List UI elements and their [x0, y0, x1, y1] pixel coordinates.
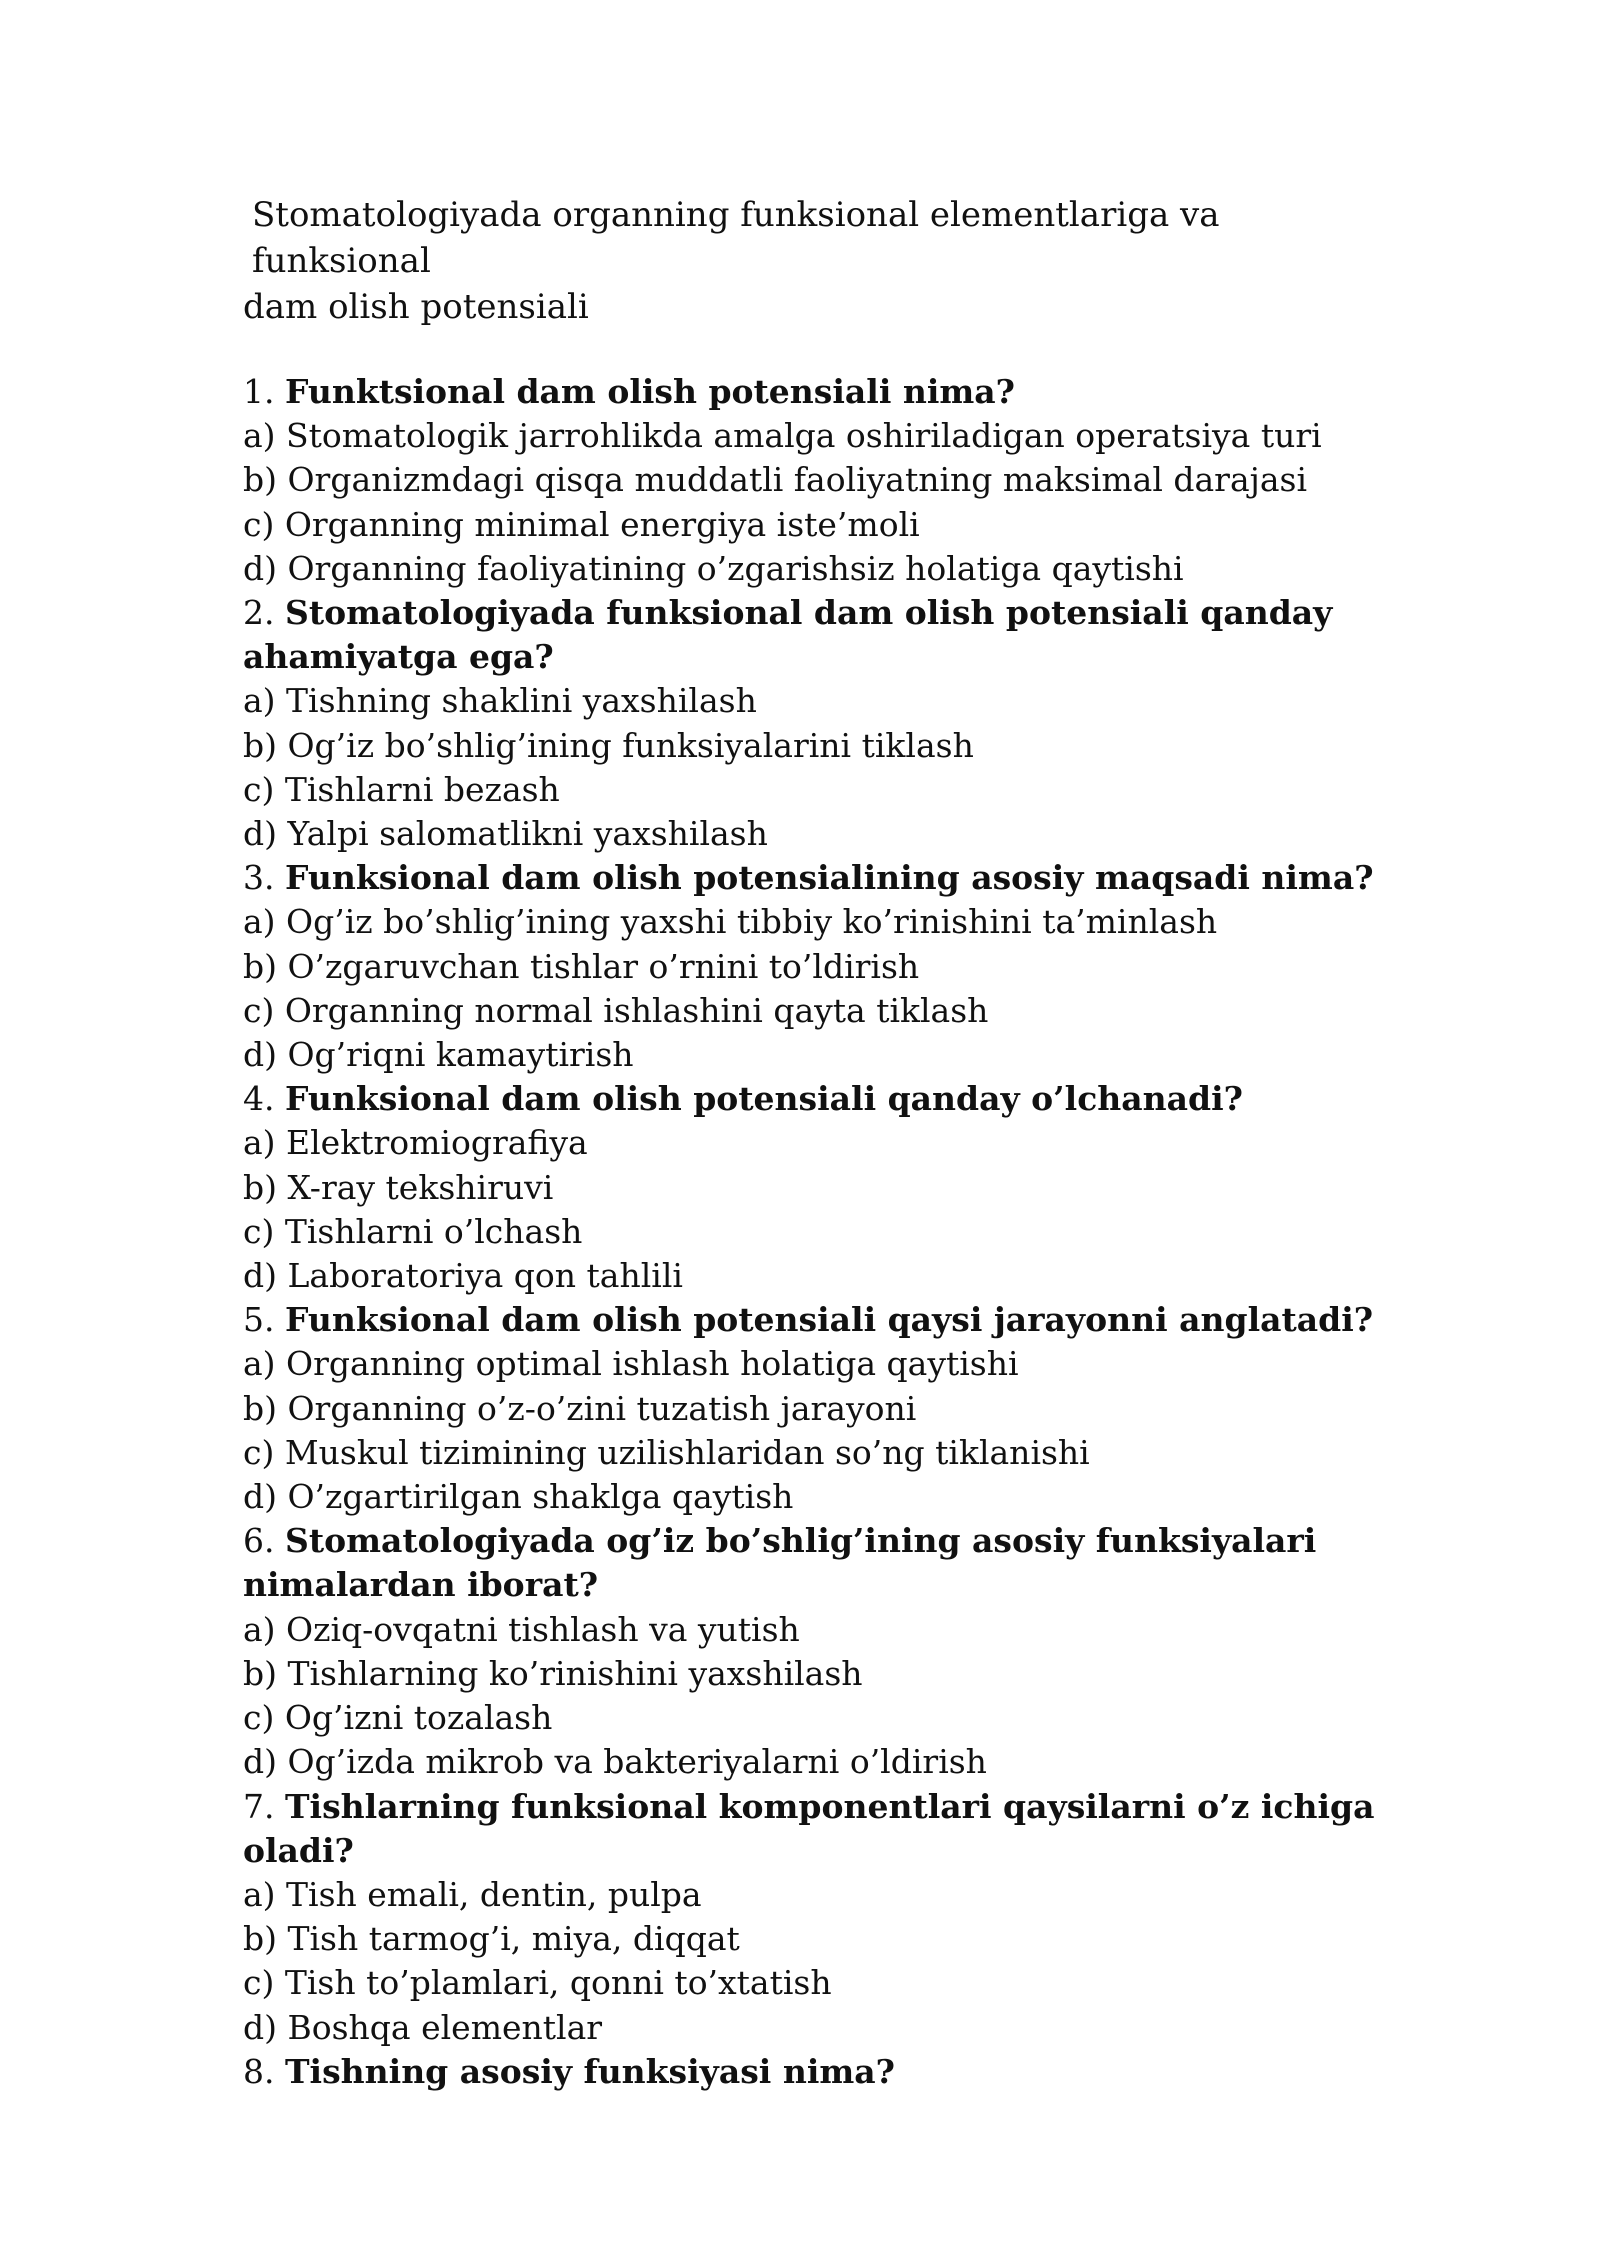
- option-c: c) Tish to’plamlari, qonni to’xtatish: [243, 1963, 832, 2003]
- question-text: Stomatologiyada og’iz bo’shlig’ining asosiy funksiyalari nimalardan iborat?: [243, 1521, 1317, 1605]
- option-d: d) Yalpi salomatlikni yaxshilash: [243, 814, 768, 854]
- question-number: 8.: [243, 2051, 275, 2091]
- question-text: Funktsional dam olish potensiali nima?: [285, 372, 1016, 411]
- question-heading: [243, 1519, 1393, 1607]
- option-c: c) Muskul tizimining uzilishlaridan so’ng tiklanishi: [243, 1432, 1090, 1472]
- question-number: 6.: [243, 1521, 275, 1561]
- question-heading: [243, 856, 1393, 900]
- question-heading: [243, 1298, 1393, 1342]
- question-heading: [243, 1077, 1393, 1121]
- option-c: c) Tishlarni bezash: [243, 769, 560, 809]
- option-b: b) Tishlarning ko’rinishini yaxshilash: [243, 1653, 863, 1693]
- option-c: c) Organning normal ishlashini qayta tiklash: [243, 990, 989, 1030]
- option-a: a) Organning optimal ishlash holatiga qaytishi: [243, 1344, 1019, 1384]
- option-d: d) O’zgartirilgan shaklga qaytish: [243, 1477, 794, 1517]
- option-a: a) Stomatologik jarrohlikda amalga oshiriladigan operatsiya turi: [243, 416, 1322, 456]
- option-b: b) X-ray tekshiruvi: [243, 1167, 554, 1207]
- question-heading: [243, 591, 1393, 679]
- option-b: b) Og’iz bo’shlig’ining funksiyalarini tiklash: [243, 725, 974, 765]
- option-c: c) Og’izni tozalash: [243, 1698, 553, 1738]
- question-number: 4.: [243, 1079, 275, 1119]
- question-5: [243, 1298, 1393, 1519]
- question-4: [243, 1077, 1393, 1298]
- option-a: a) Tishning shaklini yaxshilash: [243, 681, 757, 721]
- question-2: [243, 591, 1393, 856]
- question-number: 3.: [243, 858, 275, 898]
- option-d: d) Og’izda mikrob va bakteriyalarni o’ldirish: [243, 1742, 987, 1782]
- question-number: 1.: [243, 372, 275, 411]
- question-heading: [243, 1785, 1393, 1873]
- option-a: a) Oziq-ovqatni tishlash va yutish: [243, 1609, 800, 1649]
- question-6: [243, 1519, 1393, 1784]
- document-title: [243, 192, 1343, 330]
- question-text: Funksional dam olish potensiali qanday o’lchanadi?: [285, 1079, 1243, 1119]
- question-1: [243, 370, 1393, 591]
- question-7: [243, 1785, 1393, 2050]
- question-text: Tishlarning funksional komponentlari qaysilarni o’z ichiga oladi?: [243, 1786, 1375, 1870]
- option-a: a) Og’iz bo’shlig’ining yaxshi tibbiy ko’rinishini ta’minlash: [243, 902, 1218, 942]
- option-b: b) Organning o’z-o’zini tuzatish jarayoni: [243, 1388, 917, 1428]
- option-d: d) Boshqa elementlar: [243, 2007, 603, 2047]
- option-c: c) Tishlarni o’lchash: [243, 1211, 583, 1251]
- question-8: [243, 2050, 1393, 2094]
- option-d: d) Og’riqni kamaytirish: [243, 1035, 634, 1075]
- question-text: Funksional dam olish potensiali qaysi jarayonni anglatadi?: [285, 1300, 1374, 1340]
- title-line-2: dam olish potensiali: [243, 287, 589, 327]
- question-text: Tishning asosiy funksiyasi nima?: [285, 2051, 895, 2091]
- question-text: Stomatologiyada funksional dam olish potensiali qanday ahamiyatga ega?: [243, 593, 1333, 677]
- question-list: [243, 370, 1393, 2094]
- question-heading: [243, 370, 1393, 414]
- option-a: a) Elektromiografiya: [243, 1123, 588, 1163]
- option-d: d) Laboratoriya qon tahlili: [243, 1256, 683, 1296]
- question-number: 7.: [243, 1786, 275, 1826]
- question-number: 5.: [243, 1300, 275, 1340]
- option-c: c) Organning minimal energiya iste’moli: [243, 504, 920, 544]
- title-line-1: Stomatologiyada organning funksional elementlariga va funksional: [252, 195, 1220, 281]
- question-3: [243, 856, 1393, 1077]
- question-text: Funksional dam olish potensialining asosiy maqsadi nima?: [285, 858, 1374, 898]
- option-b: b) O’zgaruvchan tishlar o’rnini to’ldirish: [243, 946, 920, 986]
- question-heading: [243, 2050, 1393, 2094]
- option-a: a) Tish emali, dentin, pulpa: [243, 1874, 702, 1914]
- option-b: b) Organizmdagi qisqa muddatli faoliyatning maksimal darajasi: [243, 460, 1308, 500]
- option-b: b) Tish tarmog’i, miya, diqqat: [243, 1919, 740, 1959]
- option-d: d) Organning faoliyatining o’zgarishsiz holatiga qaytishi: [243, 548, 1184, 588]
- question-number: 2.: [243, 593, 275, 633]
